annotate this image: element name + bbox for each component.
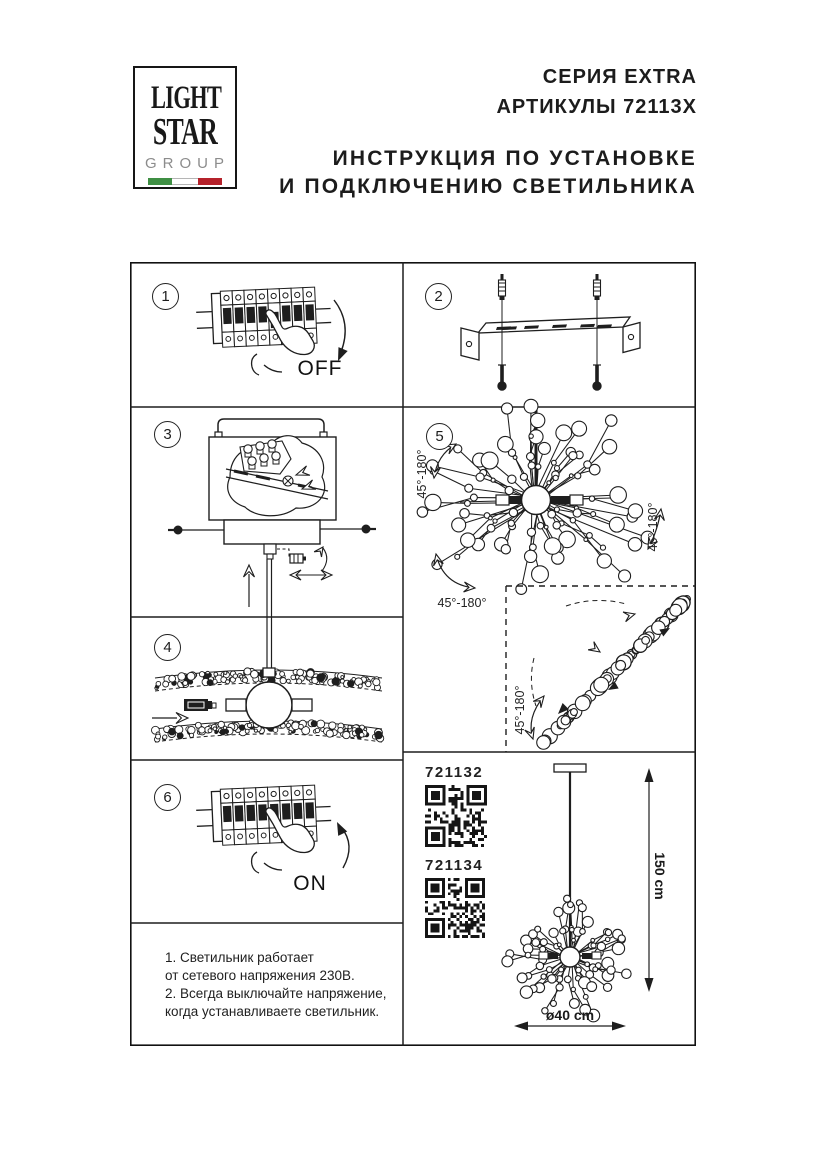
- rotation-angle-label-left: 45°-180°: [415, 449, 429, 499]
- instruction-table: [130, 262, 696, 1046]
- power-on-label: ON: [293, 872, 327, 895]
- lightstar-logo: [133, 66, 237, 189]
- flag-white-stripe: [172, 178, 198, 185]
- rotation-angle-label-bottom: 45°-180°: [437, 596, 487, 610]
- step-4-badge: 4: [154, 634, 181, 661]
- product-code-1: 721132: [425, 764, 484, 781]
- step2-bracket-drawing: [461, 274, 640, 390]
- qr-code-721134: [425, 878, 485, 938]
- step-2-badge: 2: [425, 283, 452, 310]
- grid-lines: [130, 262, 696, 1046]
- instruction-diagram-svg: [130, 262, 696, 1046]
- note-line-4: когда устанавливаете светильник.: [165, 1004, 380, 1019]
- product-code-2: 721134: [425, 857, 484, 874]
- rotation-angle-label-detail: 45°-180°: [513, 685, 527, 735]
- note-line-1: 1. Светильник работает: [165, 950, 314, 965]
- power-off-label: OFF: [297, 357, 343, 380]
- series-title: СЕРИЯ EXTRA: [542, 66, 697, 88]
- italian-flag-bar: [148, 178, 222, 185]
- step-1-badge: 1: [152, 283, 179, 310]
- step4-fixture-drawing: [151, 668, 383, 742]
- qr-code-721132: [425, 785, 487, 847]
- hanging-rod: [267, 559, 272, 672]
- logo-word-group: GROUP: [144, 155, 230, 172]
- logo-word-light: LIGHT: [151, 80, 222, 116]
- pendant-lamp-dimension-drawing: [502, 764, 654, 1031]
- step-5-badge: 5: [426, 423, 453, 450]
- flag-green-stripe: [148, 178, 172, 185]
- note-line-3: 2. Всегда выключайте напряжение,: [165, 986, 387, 1001]
- rotation-angle-label-right: 45°-180°: [646, 502, 660, 552]
- instruction-title-line2: И ПОДКЛЮЧЕНИЮ СВЕТИЛЬНИКА: [279, 175, 697, 198]
- drop-height-dimension: 150 cm: [652, 852, 668, 900]
- step-3-badge: 3: [154, 421, 181, 448]
- flag-red-stripe: [198, 178, 222, 185]
- title-block: [279, 62, 697, 201]
- step-6-badge: 6: [154, 784, 181, 811]
- safety-notes: [165, 949, 386, 1021]
- instruction-title-line1: ИНСТРУКЦИЯ ПО УСТАНОВКЕ: [332, 147, 697, 170]
- logo-word-star: STAR: [152, 111, 218, 153]
- instruction-title: [279, 145, 697, 201]
- articles-title: АРТИКУЛЫ 72113X: [496, 96, 697, 118]
- step5-sphere-drawing: [417, 399, 696, 752]
- note-line-2: от сетевого напряжения 230В.: [165, 968, 355, 983]
- diameter-dimension: ø40 cm: [545, 1007, 595, 1023]
- step6-breaker-on-drawing: [195, 784, 349, 873]
